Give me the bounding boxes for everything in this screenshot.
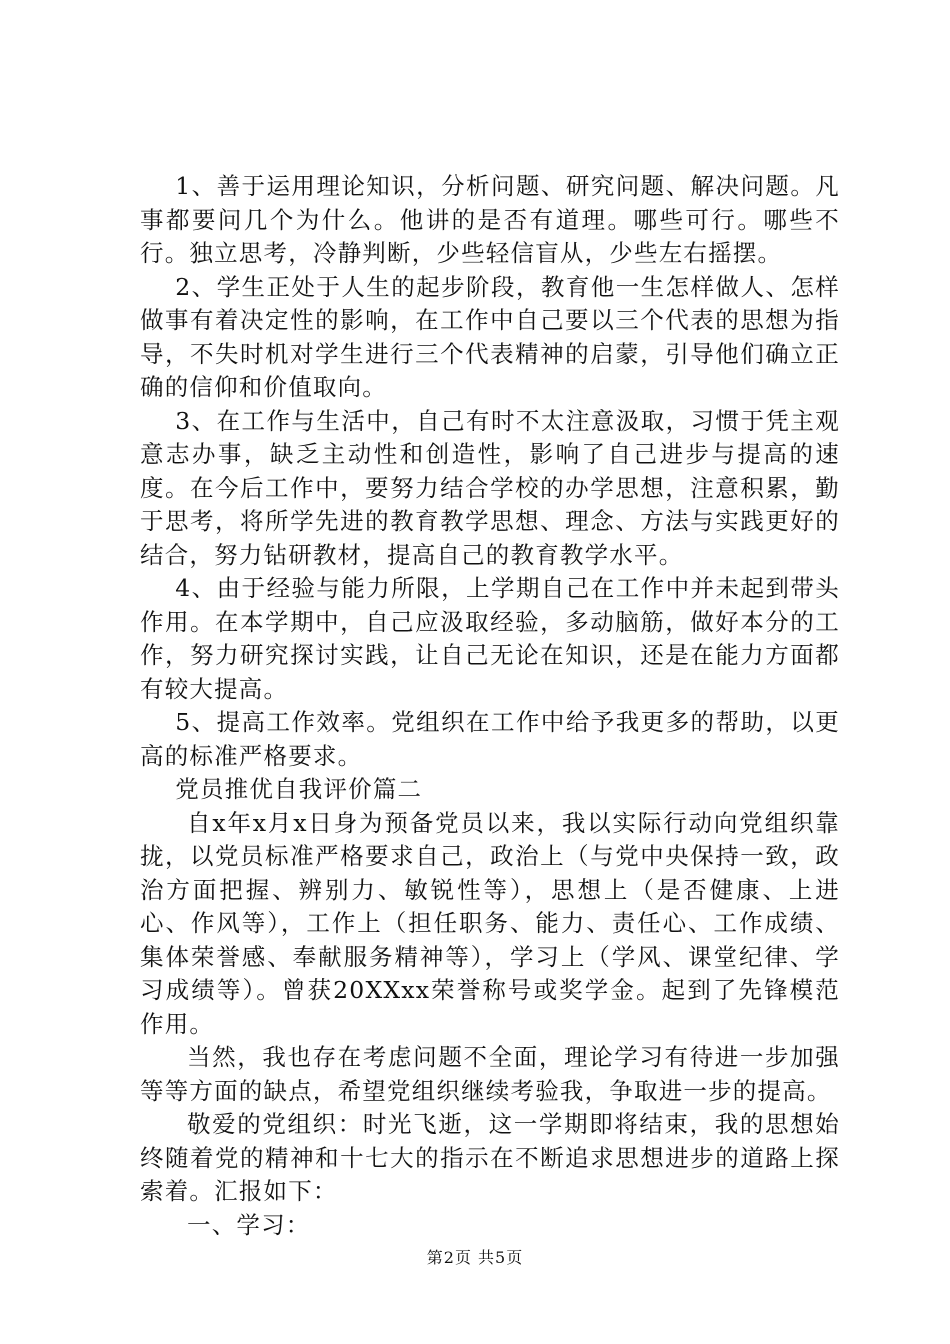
paragraph-item-1: 1、善于运用理论知识，分析问题、研究问题、解决问题。凡事都要问几个为什么。他讲的是否有道理。哪些可行。哪些不行。独立思考，冷静判断，少些轻信盲从，少些左右摇摆。: [140, 172, 840, 267]
paragraph-report-intro: 敬爱的党组织：时光飞逝，这一学期即将结束，我的思想始终随着党的精神和十七大的指示在不断追求思想进步的道路上探索着。汇报如下：: [140, 1110, 840, 1205]
paragraph-item-2: 2、学生正处于人生的起步阶段，教育他一生怎样做人、怎样做事有着决定性的影响，在工作中自己要以三个代表的思想为指导，不失时机对学生进行三个代表精神的启蒙，引导他们确立正确的信仰和价值取向。: [140, 272, 840, 401]
document-body: [140, 170, 840, 1242]
paragraph-self-evaluation: 自x年x月x日身为预备党员以来，我以实际行动向党组织靠拢，以党员标准严格要求自己，政治上（与党中央保持一致，政治方面把握、辨别力、敏锐性等），思想上（是否健康、上进心、作风等），工作上（担任职务、能力、责任心、工作成绩、集体荣誉感、奉献服务精神等），学习上（学风、课堂纪律、学习成绩等）。曾获20XXxx荣誉称号或奖学金。起到了先锋模范作用。: [140, 808, 840, 1038]
paragraph-shortcomings: 当然，我也存在考虑问题不全面，理论学习有待进一步加强等等方面的缺点，希望党组织继续考验我，争取进一步的提高。: [140, 1043, 840, 1105]
page-number-footer: 第2页 共5页: [426, 1248, 524, 1267]
section-heading: 党员推优自我评价篇二: [175, 775, 423, 803]
subheading-study: 一、学习：: [187, 1210, 311, 1239]
paragraph-item-4: 4、由于经验与能力所限，上学期自己在工作中并未起到带头作用。在本学期中，自己应汲取经验，多动脑筋，做好本分的工作，努力研究探讨实践，让自己无论在知识，还是在能力方面都有较大提高。: [140, 574, 840, 703]
paragraph-item-5: 5、提高工作效率。党组织在工作中给予我更多的帮助，以更高的标准严格要求。: [140, 708, 840, 770]
paragraph-item-3: 3、在工作与生活中，自己有时不太注意汲取，习惯于凭主观意志办事，缺乏主动性和创造性，影响了自己进步与提高的速度。在今后工作中，要努力结合学校的办学思想，注意积累，勤于思考，将所学先进的教育教学思想、理念、方法与实践更好的结合，努力钻研教材，提高自己的教育教学水平。: [140, 406, 840, 569]
